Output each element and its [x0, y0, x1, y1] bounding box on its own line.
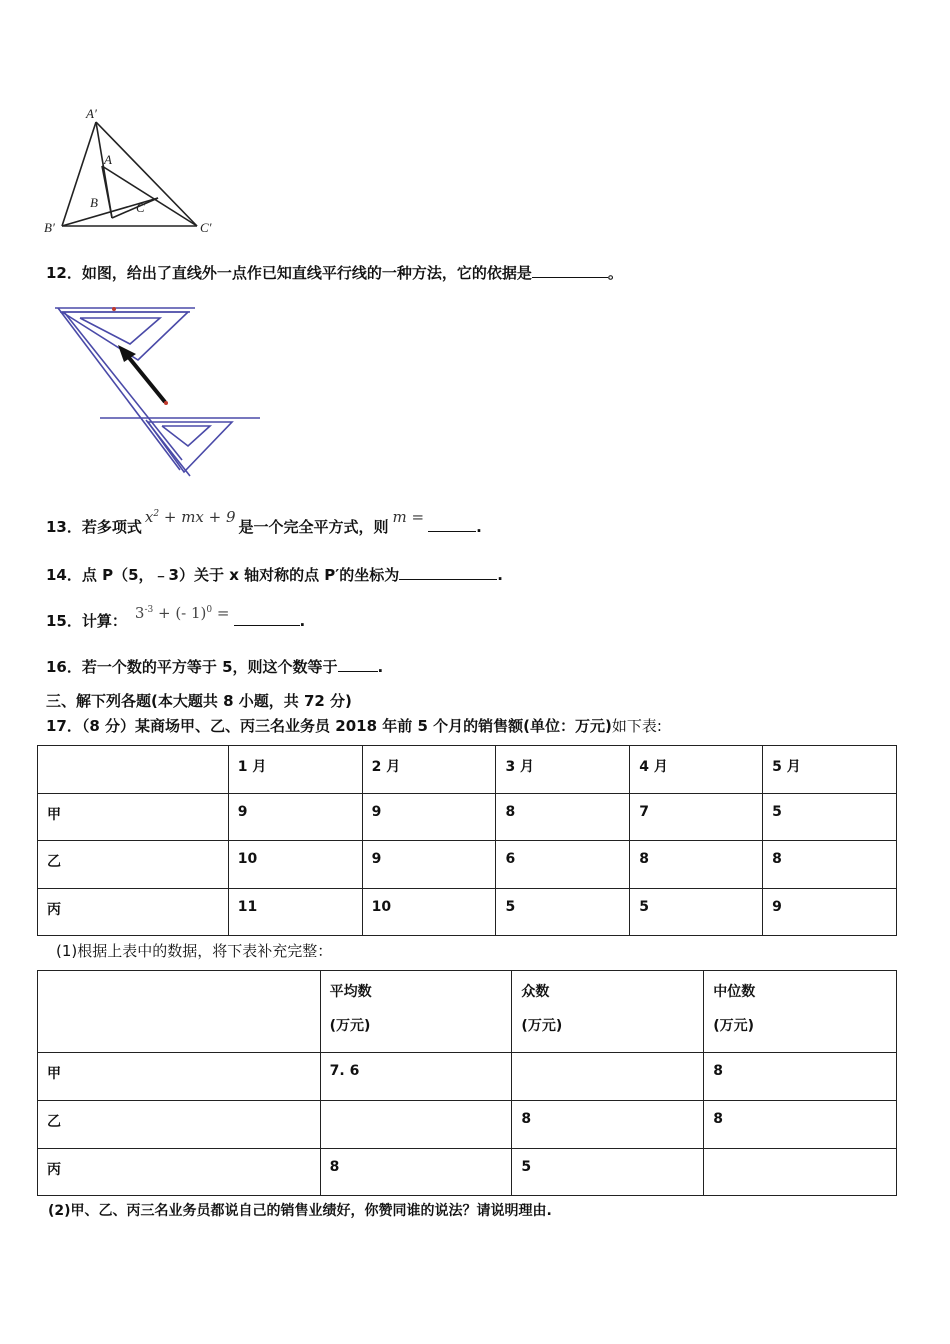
part-2-question: (2)甲、乙、丙三名业务员都说自己的销售业绩好，你赞同谁的说法？请说明理由. — [48, 1203, 552, 1219]
section-heading: 三、解下列各题(本大题共 8 小题，共 72 分) — [46, 692, 352, 710]
table-cell: 5 月 — [763, 746, 897, 794]
arrow-head — [118, 345, 136, 362]
answer-blank[interactable] — [234, 611, 300, 626]
table-cell: 2 月 — [362, 746, 496, 794]
table-cell: 3 月 — [496, 746, 630, 794]
question-number: 12． — [46, 264, 82, 282]
polynomial-expression: $x^2$ + mx + 9 — [144, 508, 236, 526]
label-a: A — [104, 152, 112, 167]
table-cell: 众数 (万元) — [512, 971, 704, 1053]
answer-blank[interactable] — [338, 657, 378, 672]
variable-m: m = — [392, 508, 425, 526]
table-row — [38, 1149, 897, 1196]
table-cell — [38, 746, 229, 794]
table-cell: 10 — [228, 841, 362, 889]
set-square-figure — [50, 300, 270, 480]
label-b-prime: B′ — [44, 220, 55, 235]
table-header-row — [38, 746, 897, 794]
table-row — [38, 794, 897, 841]
table-row — [38, 841, 897, 889]
table-cell: 5 — [763, 794, 897, 841]
table-cell: 8 — [320, 1149, 512, 1196]
label-b: B — [90, 195, 98, 210]
table-cell: 平均数 (万元) — [320, 971, 512, 1053]
table-cell: 甲 — [38, 1053, 321, 1101]
table-cell: 11 — [228, 889, 362, 936]
answer-cell[interactable] — [704, 1149, 897, 1196]
table-cell: 5 — [496, 889, 630, 936]
table-cell: 甲 — [38, 794, 229, 841]
statistics-table — [37, 970, 897, 1196]
table-cell: 10 — [362, 889, 496, 936]
table-cell: 9 — [362, 841, 496, 889]
table-row — [38, 1101, 897, 1149]
table-cell: 9 — [362, 794, 496, 841]
table-cell: 中位数 (万元) — [704, 971, 897, 1053]
table-cell: 8 — [512, 1101, 704, 1149]
table-cell: 丙 — [38, 889, 229, 936]
table-cell: 1 月 — [228, 746, 362, 794]
table-header-row — [38, 971, 897, 1053]
sales-table — [37, 745, 897, 936]
label-a-prime: A′ — [86, 106, 97, 121]
table-cell: 8 — [704, 1101, 897, 1149]
table-cell: 4 月 — [630, 746, 763, 794]
table-cell: 5 — [512, 1149, 704, 1196]
question-13: 13．若多项式$x^2$ + mx + 9是一个完全平方式，则m =. — [46, 508, 482, 536]
arrow-shaft — [126, 354, 165, 402]
answer-blank[interactable] — [428, 517, 476, 532]
calculation-expression: $3^{-3}$ + (- 1)$^0$ = — [134, 604, 230, 622]
question-14: 14．点 P（5，﹣3）关于 x 轴对称的点 P′的坐标为 . — [46, 566, 503, 584]
table-cell: 乙 — [38, 1101, 321, 1149]
question-text: 如图，给出了直线外一点作已知直线平行线的一种方法，它的依据是 — [81, 264, 532, 282]
table-cell: 6 — [496, 841, 630, 889]
table-cell: 5 — [630, 889, 763, 936]
table-row — [38, 1053, 897, 1101]
table-cell: 7 — [630, 794, 763, 841]
answer-blank[interactable] — [532, 263, 608, 278]
question-12: 12．如图，给出了直线外一点作已知直线平行线的一种方法，它的依据是 。 — [46, 264, 623, 282]
table-cell: 乙 — [38, 841, 229, 889]
question-15: 15．计算： $3^{-3}$ + (- 1)$^0$ = . — [46, 604, 306, 630]
table-cell: 8 — [704, 1053, 897, 1101]
table-cell: 9 — [763, 889, 897, 936]
triangle-figure — [40, 104, 230, 244]
table-cell: 7. 6 — [320, 1053, 512, 1101]
table-cell: 8 — [763, 841, 897, 889]
answer-cell[interactable] — [512, 1053, 704, 1101]
question-16: 16．若一个数的平方等于 5，则这个数等于 . — [46, 658, 384, 676]
table-row — [38, 889, 897, 936]
table-cell: 9 — [228, 794, 362, 841]
answer-cell[interactable] — [320, 1101, 512, 1149]
label-c: C — [136, 200, 145, 215]
label-c-prime: C′ — [200, 220, 212, 235]
table-cell — [38, 971, 321, 1053]
table-cell: 8 — [496, 794, 630, 841]
question-17: 17．（8 分）某商场甲、乙、丙三名业务员 2018 年前 5 个月的销售额(单位：万元)如下表: — [46, 717, 662, 735]
answer-blank[interactable] — [399, 565, 497, 580]
part-1-instruction: (1)根据上表中的数据，将下表补充完整： — [56, 942, 333, 960]
table-cell: 丙 — [38, 1149, 321, 1196]
table-cell: 8 — [630, 841, 763, 889]
